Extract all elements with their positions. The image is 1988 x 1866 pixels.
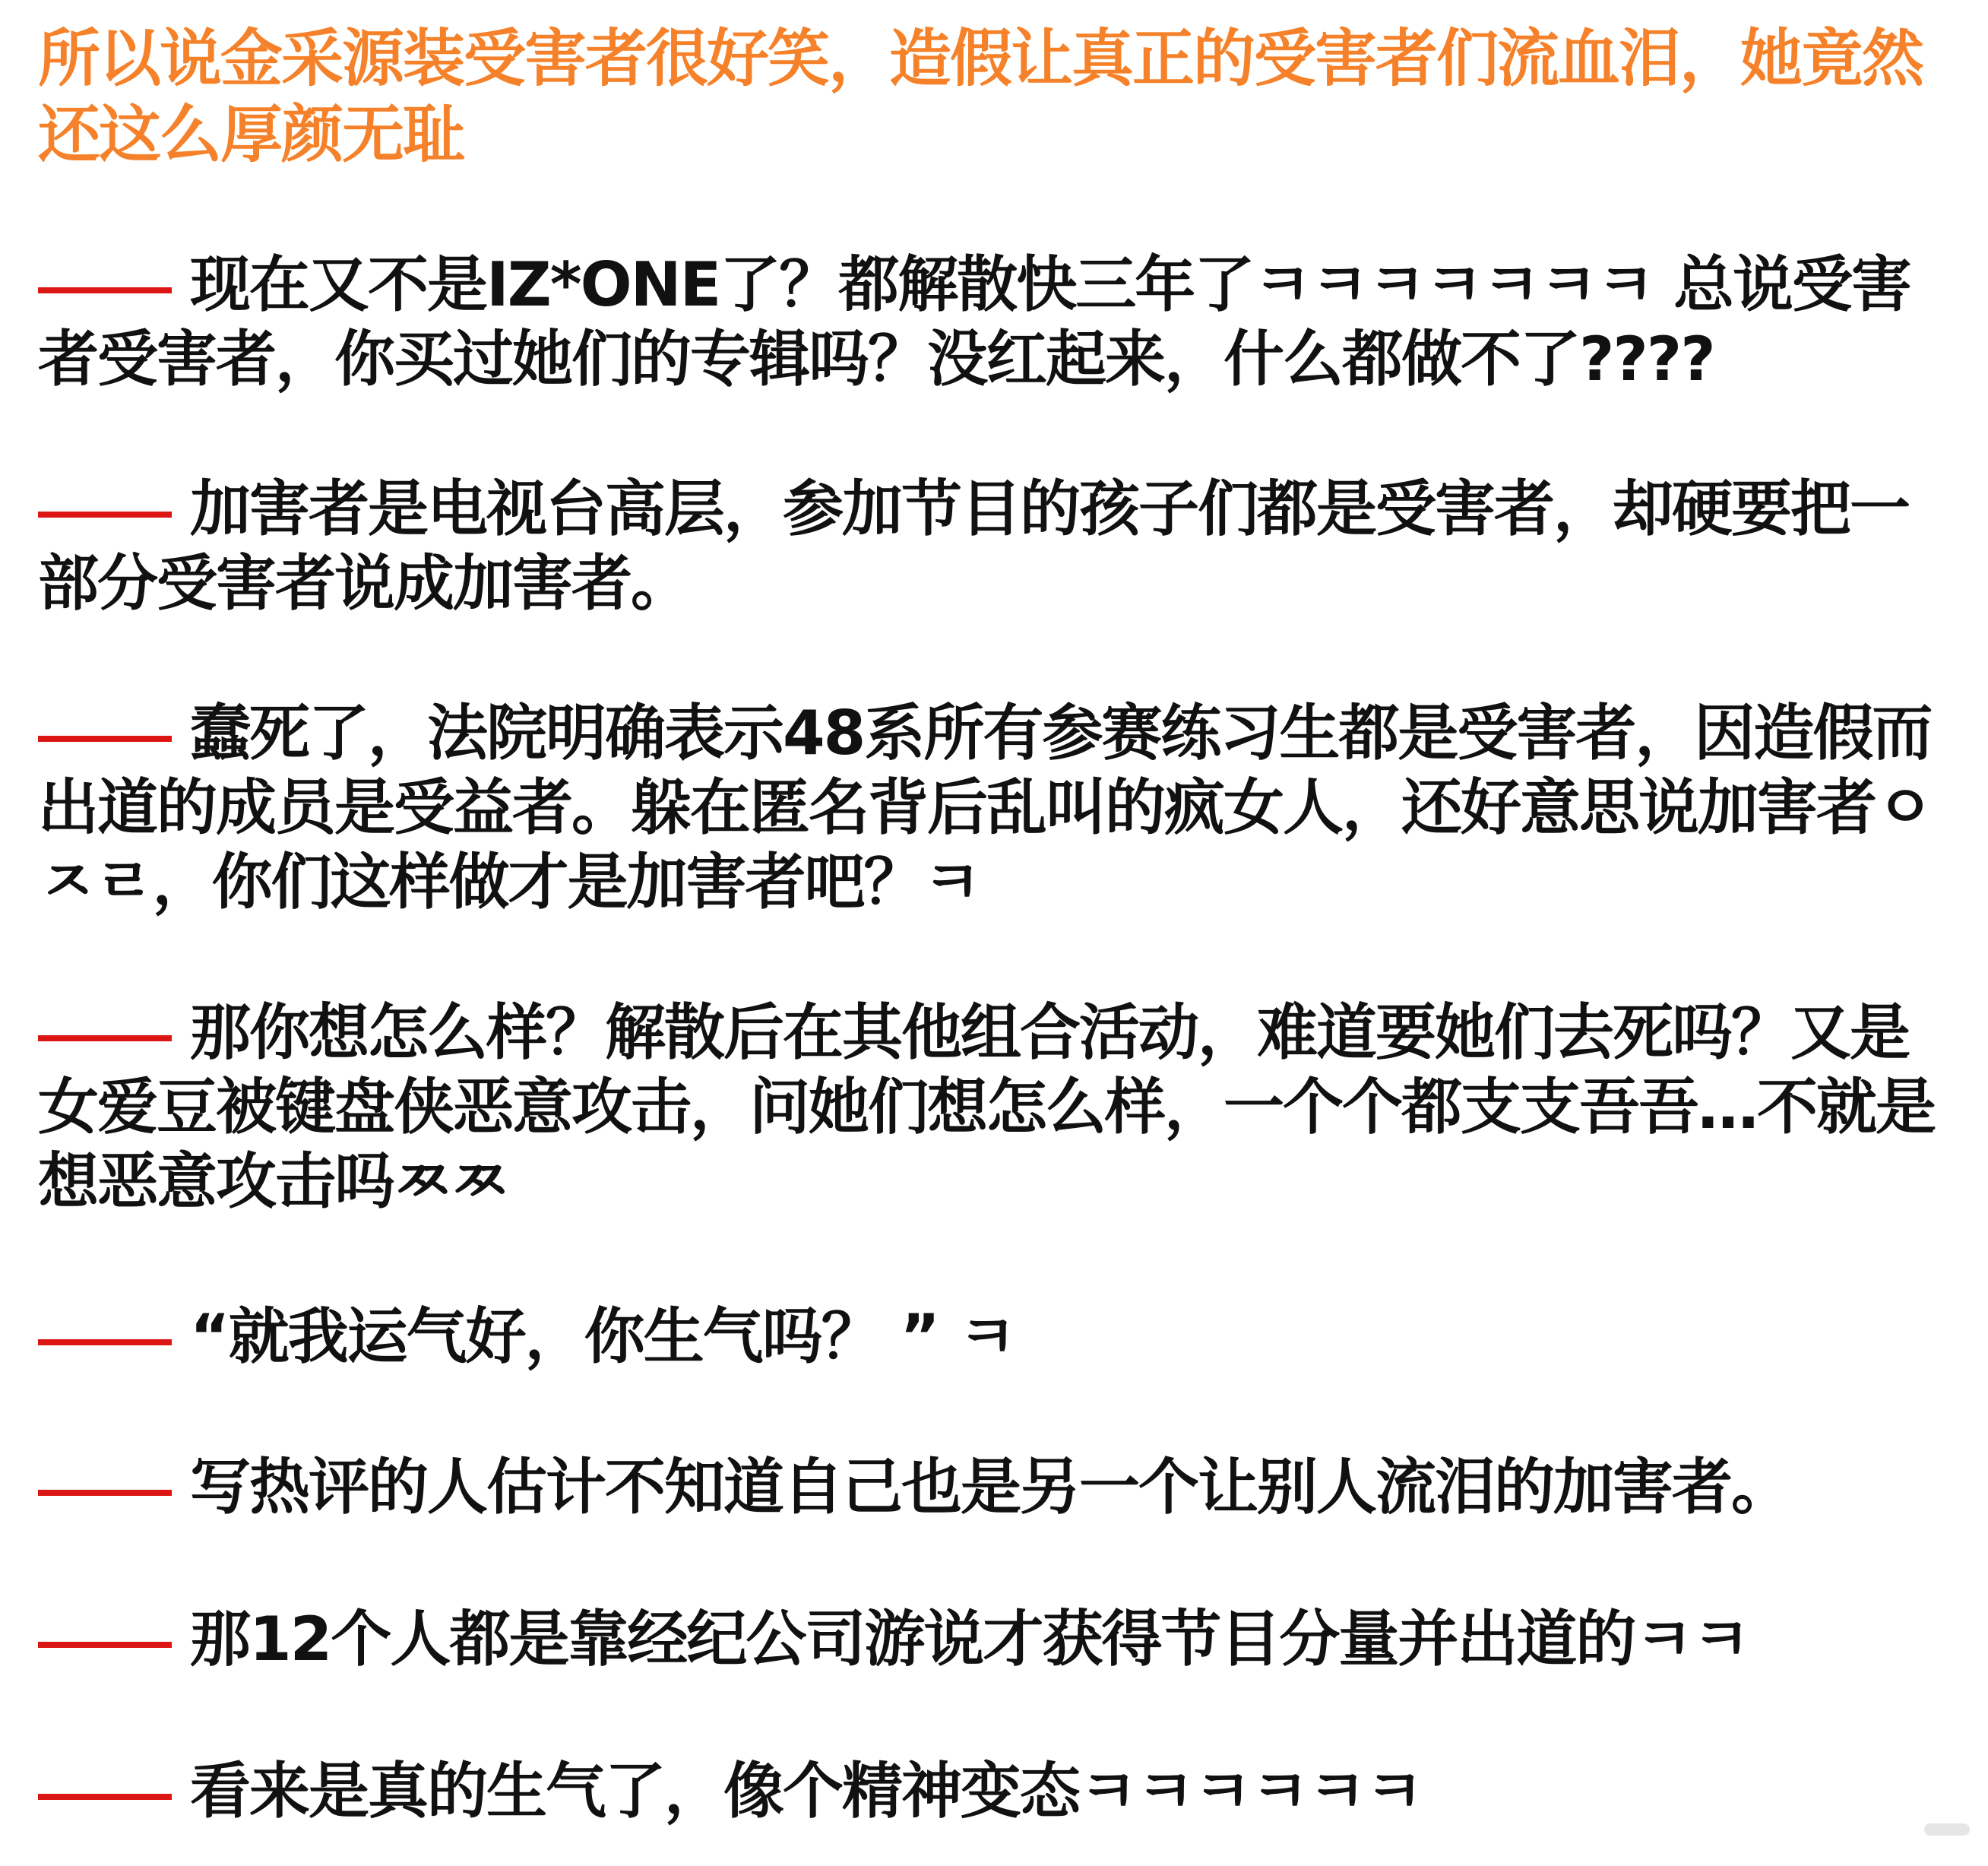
page-heading: 所以说金采源装受害者很好笑，造假让真正的受害者们流血泪，她竟然还这么厚颜无耻 — [38, 23, 1923, 171]
comment-text: 加害者是电视台高层，参加节目的孩子们都是受害者，却硬要把一部分受害者说成加害者。 — [38, 474, 1909, 619]
comment-text: “就我运气好，你生气吗？ ” ㅋ — [190, 1301, 1016, 1372]
comment-item — [38, 696, 1953, 920]
comment-text: 蠢死了，法院明确表示48系所有参赛练习生都是受害者，因造假而出道的成员是受益者。躲在匿名背后乱叫的疯女人，还好意思说加害者ㅇㅈㄹ，你们这样做才是加害者吧？ㅋ — [38, 698, 1933, 917]
red-dash-marker — [38, 1035, 172, 1041]
red-dash-marker — [38, 512, 172, 518]
comment-text: 那12个人都是靠经纪公司游说才获得节目分量并出道的ㅋㅋ — [190, 1604, 1749, 1674]
scroll-indicator — [1924, 1823, 1970, 1836]
comment-item — [38, 472, 1953, 621]
comment-text: 现在又不是IZ*ONE了？都解散快三年了ㅋㅋㅋㅋㅋㅋㅋ 总说受害者受害者，你买过她们的专辑吗？没红起来，什么都做不了???? — [38, 249, 1911, 394]
comment-text: 那你想怎么样？解散后在其他组合活动，难道要她们去死吗？又是女爱豆被键盘侠恶意攻击，问她们想怎么样，一个个都支支吾吾…不就是想恶意攻击吗ㅉㅉ — [38, 997, 1935, 1217]
comment-item — [38, 248, 1953, 397]
comment-item — [38, 1450, 1953, 1525]
comment-text: 看来是真的生气了，像个精神变态ㅋㅋㅋㅋㅋㅋ — [190, 1756, 1423, 1826]
red-dash-marker — [38, 1642, 172, 1648]
red-dash-marker — [38, 1490, 172, 1496]
comment-text: 写热评的人估计不知道自己也是另一个让别人流泪的加害者。 — [190, 1452, 1790, 1522]
red-dash-marker — [38, 1794, 172, 1800]
comment-item — [38, 1602, 1953, 1677]
red-dash-marker — [38, 1339, 172, 1345]
comment-item — [38, 996, 1953, 1219]
comment-item — [38, 1300, 1953, 1374]
red-dash-marker — [38, 287, 172, 293]
red-dash-marker — [38, 736, 172, 742]
comment-item — [38, 1754, 1953, 1829]
